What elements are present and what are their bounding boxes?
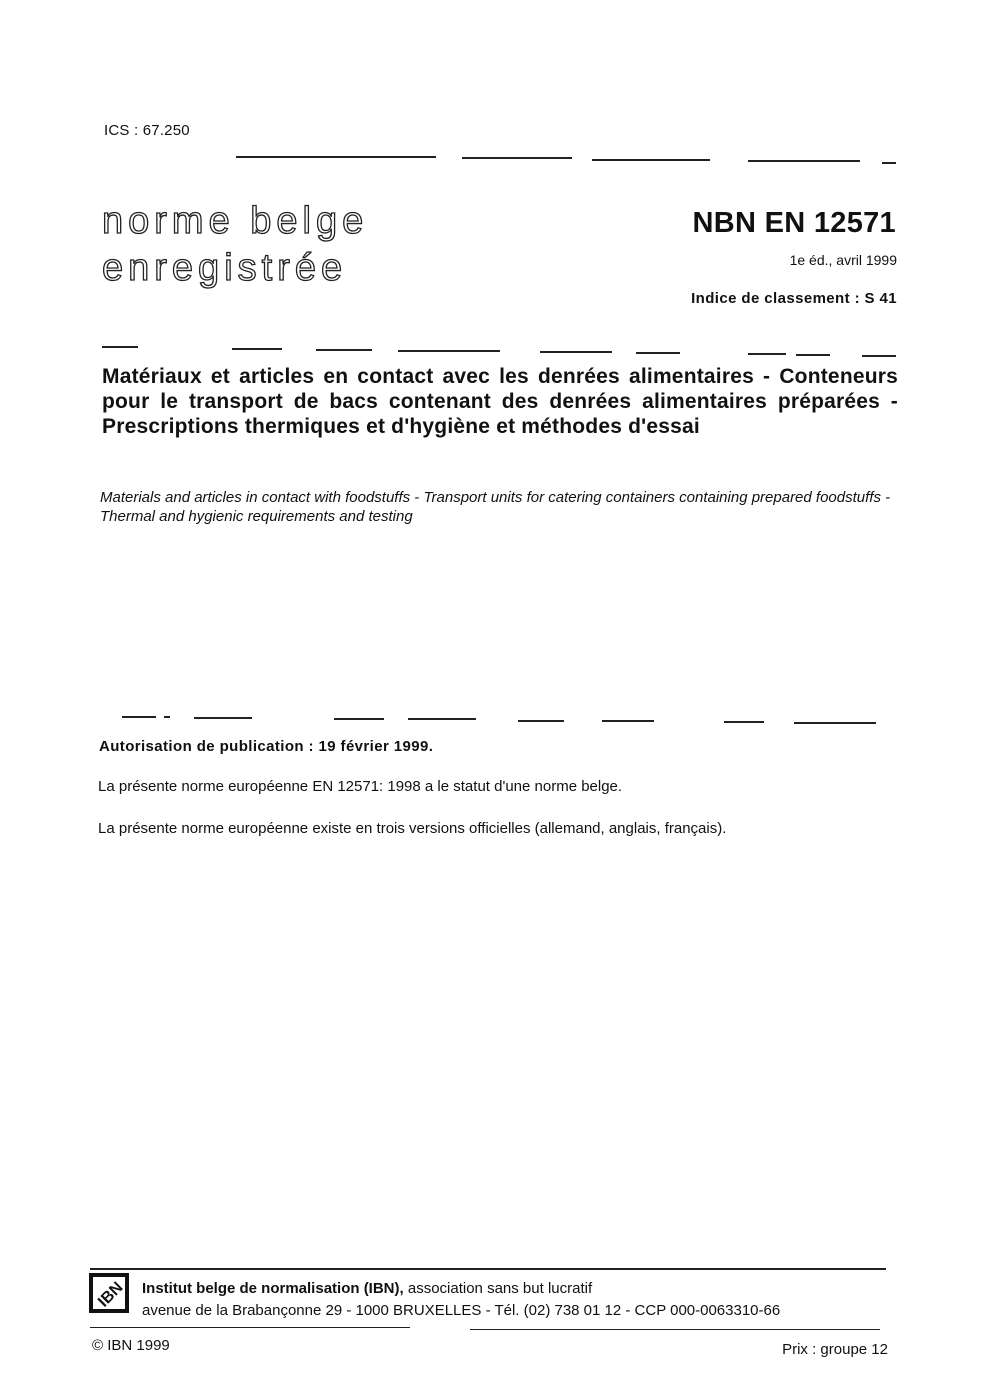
institute-type: association sans but lucratif: [403, 1280, 593, 1297]
ibn-logo-icon: [88, 1272, 130, 1314]
lower-rule-segment: [164, 716, 170, 718]
mid-rule-segment: [232, 348, 282, 350]
edition-date: 1e éd., avril 1999: [789, 252, 897, 268]
top-rule-segment: [882, 162, 896, 164]
institute-address: avenue de la Brabançonne 29 - 1000 BRUXELLES - Tél. (02) 738 01 12 - CCP 000-0063310-66: [142, 1302, 781, 1319]
french-title: Matériaux et articles en contact avec les denrées alimentaires - Conteneurs pour le transport de bacs contenant des denrées alimentaires préparées - Prescriptions thermiques et d'hygiène et méthodes d'essai: [102, 365, 898, 438]
heading-line-1: norme belge: [102, 200, 369, 242]
lower-rule-segment: [724, 721, 764, 723]
versions-paragraph: La présente norme européenne existe en trois versions officielles (allemand, anglais, français).: [98, 820, 727, 837]
institute-line: [142, 1280, 592, 1297]
status-paragraph: La présente norme européenne EN 12571: 1998 a le statut d'une norme belge.: [98, 778, 623, 795]
logo-letters: IBN: [95, 1279, 127, 1311]
mid-rule-segment: [102, 346, 138, 348]
lower-rule-segment: [194, 717, 252, 719]
footer-rule-segment: [90, 1327, 410, 1328]
top-rule-segment: [592, 159, 710, 161]
mid-rule-segment: [316, 349, 372, 351]
lower-rule-segment: [334, 718, 384, 720]
mid-rule-segment: [748, 353, 786, 355]
copyright: © IBN 1999: [92, 1337, 170, 1354]
ics-code: ICS : 67.250: [104, 122, 190, 139]
heading-line-2: enregistrée: [102, 247, 348, 289]
mid-rule-segment: [796, 354, 830, 356]
mid-rule-segment: [862, 355, 896, 357]
mid-rule-segment: [636, 352, 680, 354]
institute-name: Institut belge de normalisation (IBN),: [142, 1280, 404, 1297]
lower-rule-segment: [122, 716, 156, 718]
mid-rule-segment: [540, 351, 612, 353]
lower-rule-segment: [518, 720, 564, 722]
registered-norm-heading: [102, 198, 368, 292]
lower-rule-segment: [602, 720, 654, 722]
classification-index: Indice de classement : S 41: [691, 290, 897, 307]
english-title: Materials and articles in contact with foodstuffs - Transport units for catering containers containing prepared foodstuffs - Thermal and hygienic requirements and testing: [100, 489, 891, 525]
publication-authorization: Autorisation de publication : 19 février 1999.: [99, 738, 434, 755]
lower-rule-segment: [794, 722, 876, 724]
mid-rule-segment: [398, 350, 500, 352]
price-group: Prix : groupe 12: [782, 1341, 888, 1358]
standard-number: NBN EN 12571: [692, 207, 896, 239]
footer-rule-segment: [470, 1329, 880, 1330]
top-rule-segment: [748, 160, 860, 162]
lower-rule-segment: [408, 718, 476, 720]
top-rule-segment: [236, 156, 436, 158]
footer-rule: [90, 1268, 886, 1270]
top-rule-segment: [462, 157, 572, 159]
